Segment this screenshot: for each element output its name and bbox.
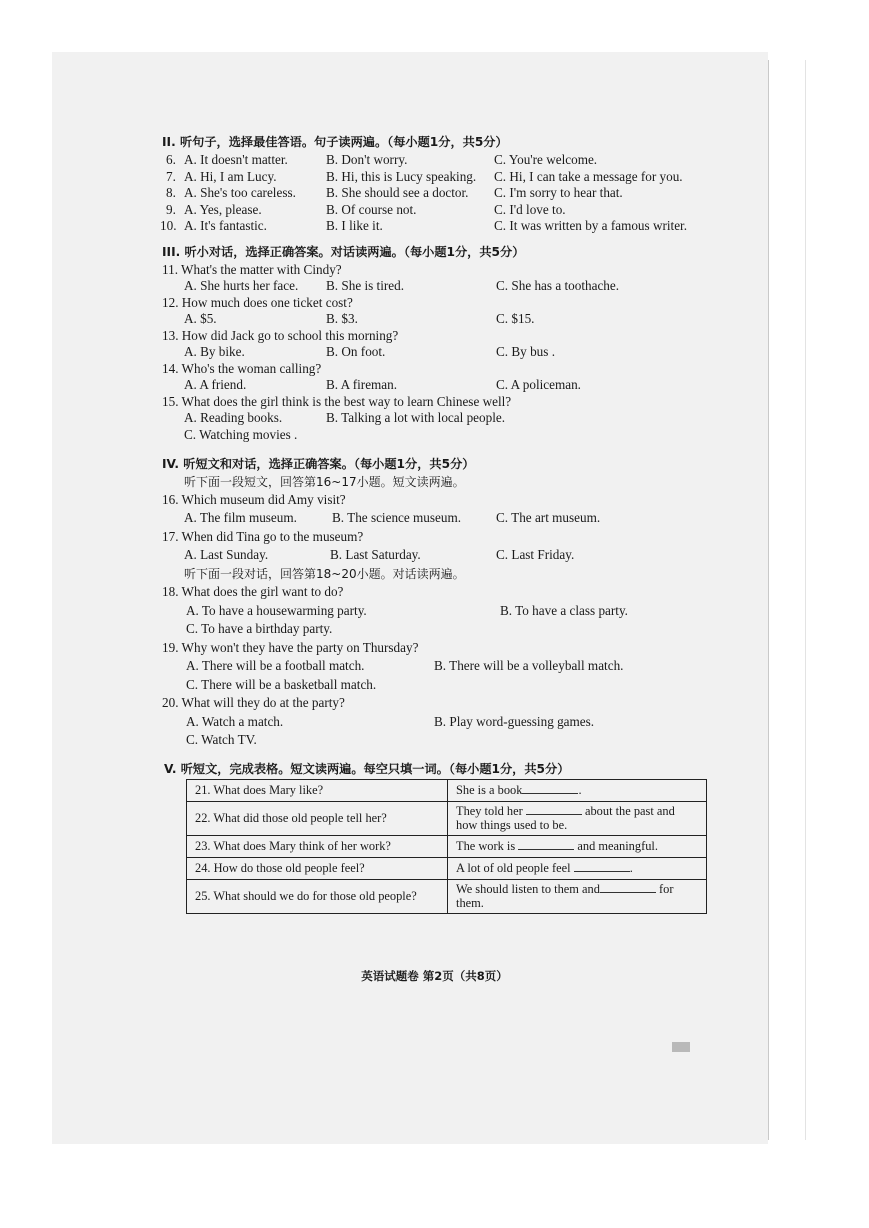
option-c: C. The art museum. <box>496 510 601 525</box>
options-row <box>162 546 722 565</box>
option-c: C. By bus . <box>496 344 555 359</box>
option-c: C. To have a birthday party. <box>186 621 333 636</box>
option-b: B. To have a class party. <box>500 602 628 618</box>
table-row <box>187 857 707 879</box>
listening-note <box>162 474 722 491</box>
question-number: 8. <box>166 185 176 200</box>
option-b: B. $3. <box>326 311 358 326</box>
options-row <box>162 344 722 361</box>
question-text: 20. What will they do at the party? <box>162 695 345 710</box>
option-a: A. There will be a football match. <box>186 658 365 673</box>
option-b: B. The science museum. <box>332 510 462 525</box>
option-a: A. She's too careless. <box>184 185 296 200</box>
option-c: C. I'm sorry to hear that. <box>494 185 623 200</box>
options-row <box>162 676 722 695</box>
question-text: 18. What does the girl want to do? <box>162 584 344 599</box>
table-answer: They told her about the past and how things used to be. <box>448 801 707 835</box>
question-row <box>162 152 722 169</box>
option-b: B. Last Saturday. <box>330 547 421 562</box>
options-row <box>162 509 722 528</box>
option-c: C. $15. <box>496 311 535 326</box>
options-row <box>162 410 722 427</box>
question-stem <box>162 361 722 378</box>
question-stem <box>162 583 722 602</box>
note-text: 听下面一段对话，回答第18~20小题。对话读两遍。 <box>184 566 465 581</box>
question-stem <box>162 262 722 279</box>
question-text: 17. When did Tina go to the museum? <box>162 528 364 544</box>
table-answer: She is a book . <box>448 779 707 801</box>
blank-line <box>526 804 582 815</box>
option-c: C. Last Friday. <box>496 547 575 562</box>
option-a: A. Yes, please. <box>184 201 262 217</box>
scan-mark <box>672 1042 690 1052</box>
section-2-title: II. 听句子，选择最佳答语。句子读两遍。（每小题1分，共5分） <box>162 135 508 149</box>
option-c: C. Watch TV. <box>186 732 257 747</box>
question-stem <box>162 491 722 510</box>
question-number: 6. <box>166 152 176 167</box>
option-b: B. Hi, this is Lucy speaking. <box>326 168 477 184</box>
question-stem <box>162 394 722 411</box>
answer-table <box>186 779 707 914</box>
question-row <box>162 202 722 219</box>
question-row <box>162 185 722 202</box>
option-b: B. There will be a volleyball match. <box>434 658 624 673</box>
table-answer: We should listen to them and for them. <box>448 879 707 913</box>
option-c: C. It was written by a famous writer. <box>494 218 688 233</box>
blank-line <box>574 861 630 872</box>
section-2 <box>162 133 722 235</box>
listening-note <box>162 565 722 584</box>
section-4-title: IV. 听短文和对话，选择正确答案。（每小题1分，共5分） <box>162 457 475 471</box>
question-text: 15. What does the girl think is the best way to learn Chinese well? <box>162 393 512 409</box>
option-b: B. Don't worry. <box>326 152 408 167</box>
options-row <box>162 427 722 444</box>
option-c: C. There will be a basketball match. <box>186 676 377 692</box>
option-a: A. She hurts her face. <box>184 278 299 293</box>
blank-line <box>518 839 574 850</box>
blank-line <box>600 882 656 893</box>
table-question: 25. What should we do for those old people? <box>187 879 448 913</box>
section-3 <box>162 243 722 444</box>
option-c: C. She has a toothache. <box>496 278 620 293</box>
options-row <box>162 377 722 394</box>
question-stem <box>162 328 722 345</box>
option-c: C. Hi, I can take a message for you. <box>494 168 683 184</box>
option-c: C. A policeman. <box>496 377 581 392</box>
exam-content <box>162 133 722 929</box>
options-row <box>162 713 722 732</box>
table-answer: A lot of old people feel . <box>448 857 707 879</box>
option-b: B. On foot. <box>326 344 386 359</box>
table-question: 24. How do those old people feel? <box>187 857 448 879</box>
table-row <box>187 879 707 913</box>
option-c: C. I'd love to. <box>494 201 566 217</box>
table-row <box>187 801 707 835</box>
question-stem <box>162 528 722 547</box>
table-wrapper <box>162 779 722 929</box>
options-row <box>162 620 722 639</box>
table-question: 22. What did those old people tell her? <box>187 801 448 835</box>
option-b: B. A fireman. <box>326 377 398 392</box>
table-row <box>187 835 707 857</box>
question-row <box>162 218 722 235</box>
options-row <box>162 657 722 676</box>
option-a: A. $5. <box>184 311 217 326</box>
option-a: A. Reading books. <box>184 410 283 425</box>
option-c: C. Watching movies . <box>184 426 298 442</box>
table-row <box>187 779 707 801</box>
option-a: A. It's fantastic. <box>184 218 267 233</box>
question-stem <box>162 295 722 312</box>
table-question: 21. What does Mary like? <box>187 779 448 801</box>
option-b: B. I like it. <box>326 218 383 233</box>
question-number: 10. <box>160 218 177 233</box>
options-row <box>162 731 722 750</box>
option-b: B. She is tired. <box>326 278 405 293</box>
question-number: 7. <box>166 168 176 184</box>
question-text: 11. What's the matter with Cindy? <box>162 261 342 277</box>
page-footer: 英语试题卷 第2页（共8页） <box>361 969 508 983</box>
question-text: 16. Which museum did Amy visit? <box>162 491 346 507</box>
option-b: B. She should see a doctor. <box>326 185 469 200</box>
question-text: 12. How much does one ticket cost? <box>162 294 353 310</box>
option-b: B. Talking a lot with local people. <box>326 410 506 425</box>
table-question: 23. What does Mary think of her work? <box>187 835 448 857</box>
options-row <box>162 602 722 621</box>
blank-line <box>522 783 578 794</box>
question-text: 19. Why won't they have the party on Thursday? <box>162 639 419 655</box>
option-a: A. Watch a match. <box>186 713 284 729</box>
question-row <box>162 169 722 186</box>
table-answer: The work is and meaningful. <box>448 835 707 857</box>
option-a: A. By bike. <box>184 344 245 359</box>
option-b: B. Of course not. <box>326 201 417 217</box>
note-text: 听下面一段短文，回答第16~17小题。短文读两遍。 <box>184 475 465 489</box>
section-5 <box>162 760 722 929</box>
options-row <box>162 311 722 328</box>
option-b: B. Play word-guessing games. <box>434 713 595 729</box>
section-5-title: V. 听短文，完成表格。短文读两遍。每空只填一词。（每小题1分，共5分） <box>164 761 570 776</box>
option-a: A. Last Sunday. <box>184 547 269 562</box>
question-text: 13. How did Jack go to school this morning? <box>162 327 399 343</box>
option-c: C. You're welcome. <box>494 152 598 167</box>
section-4 <box>162 455 722 750</box>
section-3-title: III. 听小对话，选择正确答案。对话读两遍。（每小题1分，共5分） <box>162 244 525 259</box>
options-row <box>162 278 722 295</box>
option-a: A. To have a housewarming party. <box>186 602 367 618</box>
question-number: 9. <box>166 201 176 217</box>
question-text: 14. Who's the woman calling? <box>162 360 322 376</box>
option-a: A. It doesn't matter. <box>184 152 288 167</box>
question-stem <box>162 639 722 658</box>
question-stem <box>162 694 722 713</box>
option-a: A. A friend. <box>184 377 247 392</box>
option-a: A. Hi, I am Lucy. <box>184 168 277 184</box>
option-a: A. The film museum. <box>184 510 297 525</box>
